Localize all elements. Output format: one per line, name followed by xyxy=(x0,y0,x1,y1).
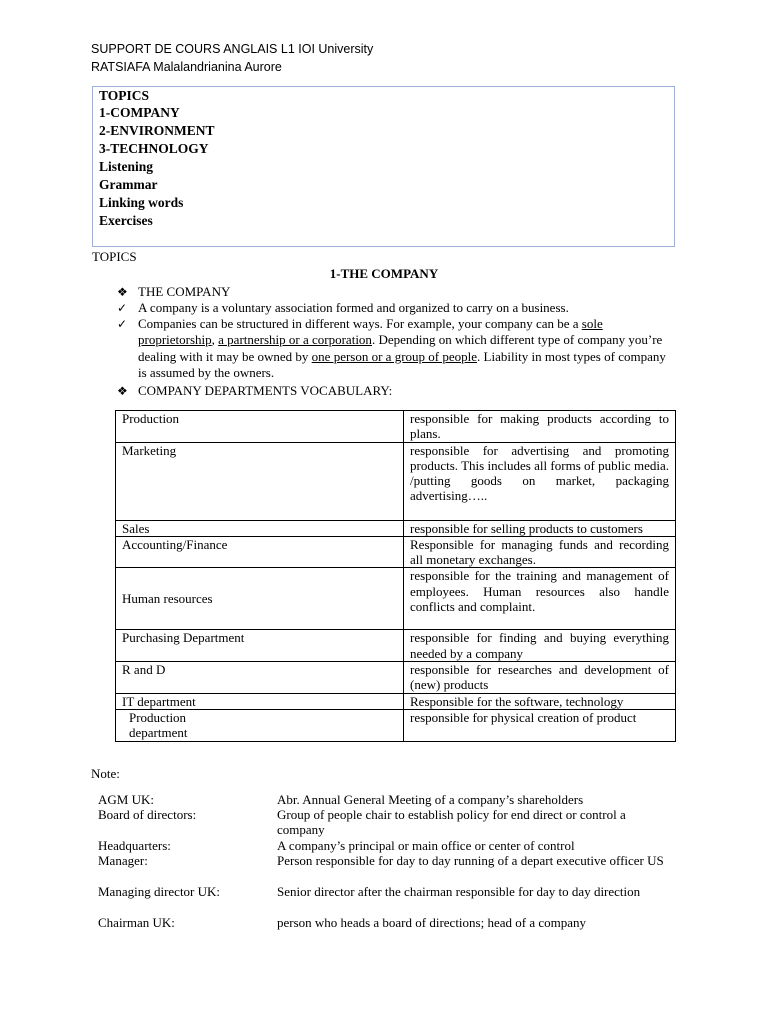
bullet-structure: Companies can be structured in different ways. For example, your company can be a sole proprietorship, a partnership or a corporation. Depending on which different type of company you’re dealing with it may be owned by one person or a group of people. Liability in most types of company is assumed by the owners. xyxy=(138,316,666,380)
note-definition: Senior director after the chairman responsible for day to day direction xyxy=(277,884,641,899)
note-definition: A company’s principal or main office or center of control xyxy=(277,838,575,853)
department-name: Marketing xyxy=(116,442,404,520)
department-name: IT department xyxy=(116,693,404,709)
section-title: 1-THE COMPANY xyxy=(329,266,439,281)
table-row xyxy=(116,709,676,741)
diamond-bullet-icon: ❖ xyxy=(117,384,128,398)
note-term: Manager: xyxy=(98,853,148,868)
table-row xyxy=(116,411,676,443)
department-name: Purchasing Department xyxy=(116,630,404,662)
department-description: responsible for physical creation of product xyxy=(404,709,676,741)
underlined-term: sole proprietorship xyxy=(138,316,603,348)
bullet-the-company: THE COMPANY xyxy=(138,284,231,299)
topics-box-item: TOPICS xyxy=(99,88,150,103)
topics-box xyxy=(92,86,675,247)
topics-box-item: Listening xyxy=(99,159,154,174)
department-description: Responsible for the software, technology xyxy=(404,693,676,709)
topics-label: TOPICS xyxy=(92,249,137,264)
header-line-2: RATSIAFA Malalandrianina Aurore xyxy=(91,60,282,74)
department-description: responsible for finding and buying everything needed by a company xyxy=(404,630,676,662)
note-label: Note: xyxy=(91,766,120,781)
department-name: Sales xyxy=(116,520,404,536)
topics-box-item: 1-COMPANY xyxy=(99,105,180,120)
table-row xyxy=(116,520,676,536)
topics-box-item: Grammar xyxy=(99,177,158,192)
note-definition: Group of people chair to establish policy for end direct or control a company xyxy=(277,807,626,838)
department-description: responsible for advertising and promoting products. This includes all forms of public media. /putting goods on market, packaging advertising….. xyxy=(404,442,676,520)
department-description: responsible for selling products to customers xyxy=(404,520,676,536)
department-description: responsible for making products according to plans. xyxy=(404,411,676,443)
note-definition: Person responsible for day to day running of a depart executive officer US xyxy=(277,853,664,868)
department-name: R and D xyxy=(116,662,404,694)
department-description: responsible for the training and management of employees. Human resources also handle conflicts and complaint. xyxy=(404,568,676,630)
checkmark-icon: ✓ xyxy=(117,301,128,315)
checkmark-icon: ✓ xyxy=(117,317,128,331)
header-line-1: SUPPORT DE COURS ANGLAIS L1 IOI University xyxy=(91,42,374,56)
table-row xyxy=(116,693,676,709)
underlined-term: a partnership or a corporation xyxy=(218,332,372,348)
diamond-bullet-icon: ❖ xyxy=(117,285,128,299)
departments-table xyxy=(115,410,676,742)
department-description: Responsible for managing funds and recording all monetary exchanges. xyxy=(404,536,676,568)
topics-box-item: Exercises xyxy=(99,213,153,228)
department-name: Human resources xyxy=(116,568,404,630)
note-term: Headquarters: xyxy=(98,838,171,853)
table-row xyxy=(116,442,676,520)
note-term: Board of directors: xyxy=(98,807,197,822)
department-name: Production department xyxy=(116,709,404,741)
table-row xyxy=(116,568,676,630)
note-definition: person who heads a board of directions; head of a company xyxy=(277,915,587,930)
topics-box-item: 2-ENVIRONMENT xyxy=(99,123,215,138)
department-name: Accounting/Finance xyxy=(116,536,404,568)
table-row xyxy=(116,536,676,568)
note-term: Chairman UK: xyxy=(98,915,175,930)
topics-box-item: 3-TECHNOLOGY xyxy=(99,141,209,156)
bullet-vocabulary: COMPANY DEPARTMENTS VOCABULARY: xyxy=(138,383,393,398)
department-name: Production xyxy=(116,411,404,443)
note-term: AGM UK: xyxy=(98,792,154,807)
bullet-definition: A company is a voluntary association formed and organized to carry on a business. xyxy=(138,300,569,315)
underlined-term: one person or a group of people xyxy=(311,348,478,364)
note-definition: Abr. Annual General Meeting of a company’s shareholders xyxy=(277,792,584,807)
table-row xyxy=(116,662,676,694)
department-description: responsible for researches and development of (new) products xyxy=(404,662,676,694)
note-term: Managing director UK: xyxy=(98,884,221,899)
topics-box-item: Linking words xyxy=(99,195,184,210)
table-row xyxy=(116,630,676,662)
